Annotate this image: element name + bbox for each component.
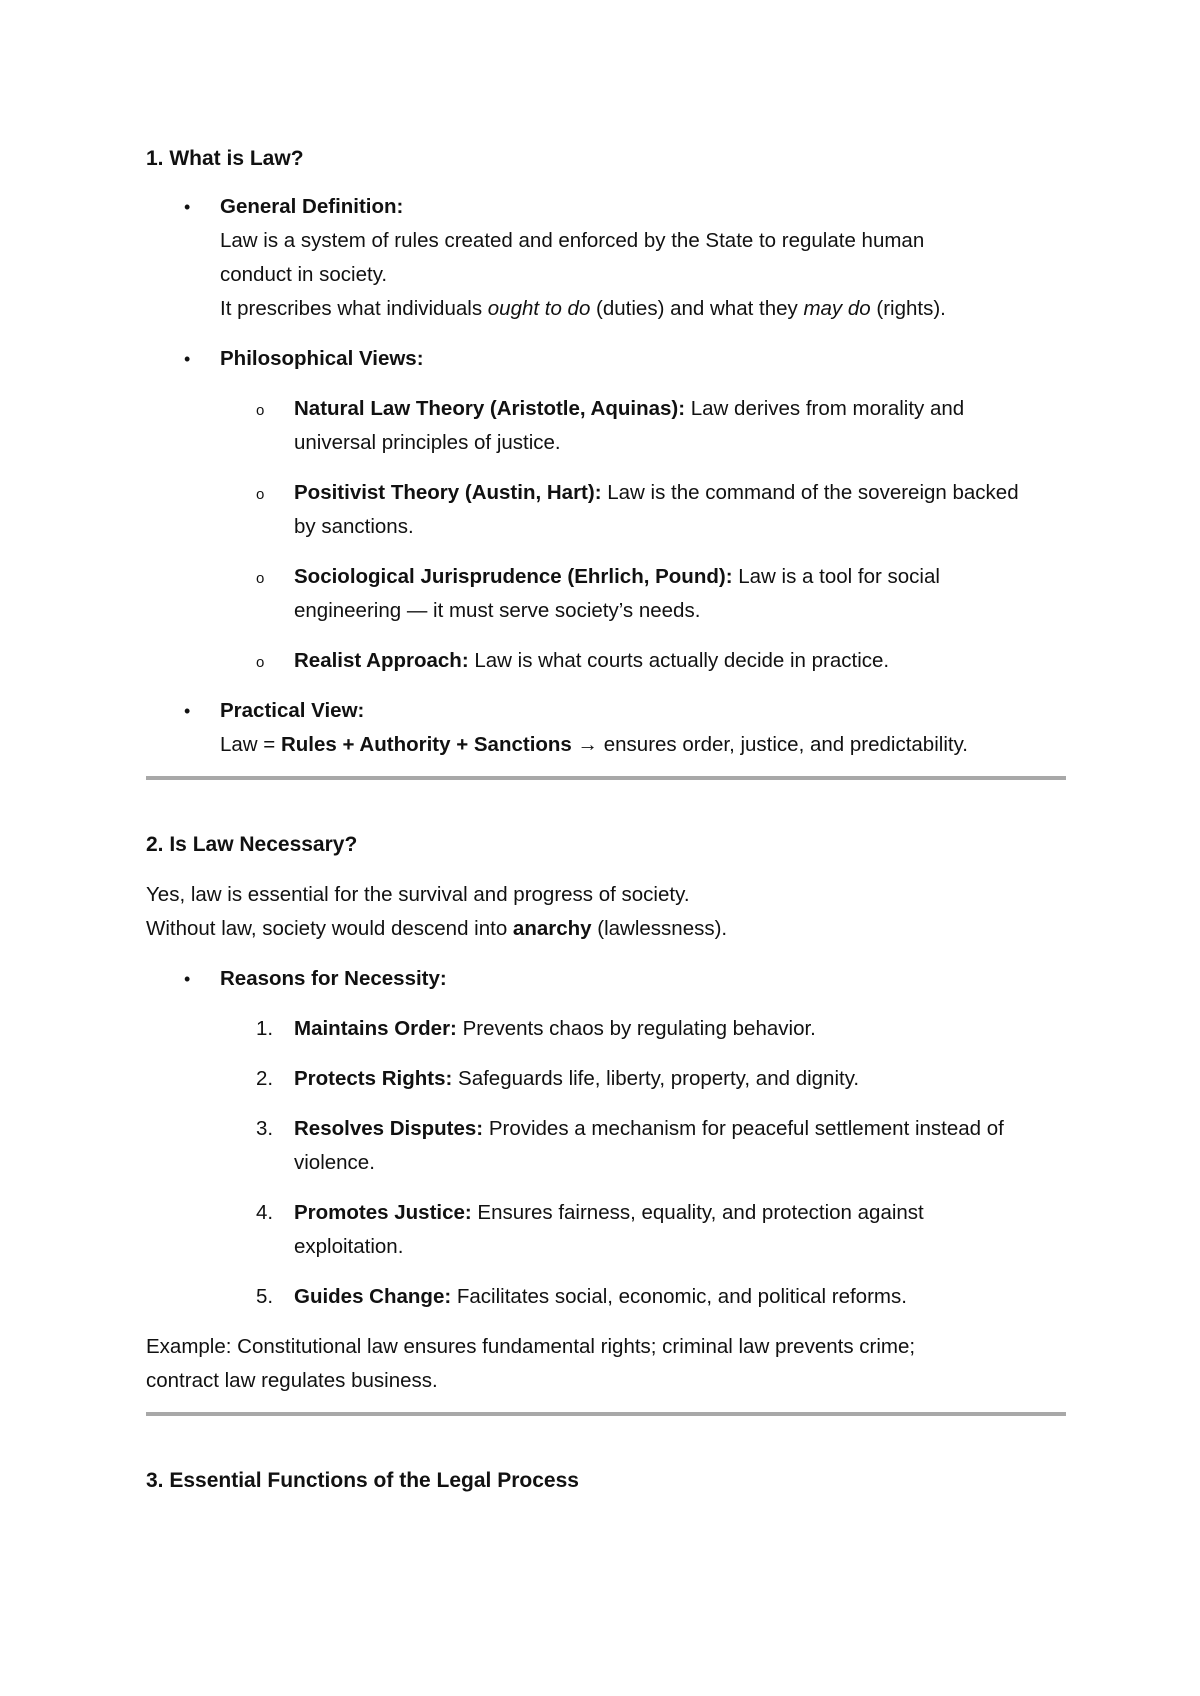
section-divider — [146, 776, 1066, 780]
bullet-icon: • — [184, 349, 191, 369]
section-2-intro: Without law, society would descend into anarchy (lawlessness). — [146, 917, 728, 940]
reason-entry: 3. Resolves Disputes: Provides a mechanism for peaceful settlement instead of violence. — [256, 1117, 1004, 1174]
circle-bullet-icon: o — [256, 570, 265, 587]
philosophical-views-item — [184, 342, 1066, 376]
philosophical-view-entry: o Sociological Jurisprudence (Ehrlich, Pound): Law is a tool for social engineering — it must serve society’s needs. — [294, 560, 1066, 628]
reasons-item — [184, 962, 1066, 996]
general-definition-line: conduct in society. — [220, 263, 388, 286]
bullet-icon: • — [184, 969, 191, 989]
circle-bullet-icon: o — [256, 402, 265, 419]
circle-bullet-icon: o — [256, 486, 265, 503]
document-content — [146, 142, 1066, 1498]
reason-entry: 1. Maintains Order: Prevents chaos by regulating behavior. — [256, 1017, 816, 1040]
section-3-heading: 3. Essential Functions of the Legal Process — [146, 1469, 579, 1492]
example-text: contract law regulates business. — [146, 1369, 438, 1392]
philosophical-view-entry: o Natural Law Theory (Aristotle, Aquinas): Law derives from morality and universal principles of justice. — [294, 392, 1066, 460]
section-divider — [146, 1412, 1066, 1416]
general-definition-label: General Definition: — [220, 195, 404, 218]
general-definition-line: Law is a system of rules created and enforced by the State to regulate human — [220, 229, 925, 252]
philosophical-views-label: Philosophical Views: — [220, 347, 424, 370]
example-text: Example: Constitutional law ensures fundamental rights; criminal law prevents crime; — [146, 1335, 916, 1358]
section-1-heading: 1. What is Law? — [146, 147, 304, 170]
bullet-icon: • — [184, 197, 191, 217]
practical-view-label: Practical View: — [220, 699, 365, 722]
philosophical-view-entry: o Positivist Theory (Austin, Hart): Law is the command of the sovereign backed by sanctions. — [294, 476, 1066, 544]
general-definition-line: It prescribes what individuals ought to do (duties) and what they may do (rights). — [220, 297, 946, 320]
circle-bullet-icon: o — [256, 654, 265, 671]
practical-view-item — [184, 694, 1066, 762]
reason-entry: 5. Guides Change: Facilitates social, economic, and political reforms. — [256, 1285, 907, 1308]
general-definition-item — [184, 190, 1066, 326]
reasons-label: Reasons for Necessity: — [220, 967, 447, 990]
reason-entry: 2. Protects Rights: Safeguards life, liberty, property, and dignity. — [256, 1067, 860, 1090]
section-2-heading: 2. Is Law Necessary? — [146, 833, 358, 856]
bullet-icon: • — [184, 701, 191, 721]
practical-view-line: Law = Rules + Authority + Sanctions → ensures order, justice, and predictability. — [220, 733, 968, 756]
reason-entry: 4. Promotes Justice: Ensures fairness, equality, and protection against exploitation. — [256, 1201, 924, 1258]
philosophical-view-entry: o Realist Approach: Law is what courts actually decide in practice. — [294, 644, 1066, 678]
section-2-intro: Yes, law is essential for the survival and progress of society. — [146, 883, 690, 906]
